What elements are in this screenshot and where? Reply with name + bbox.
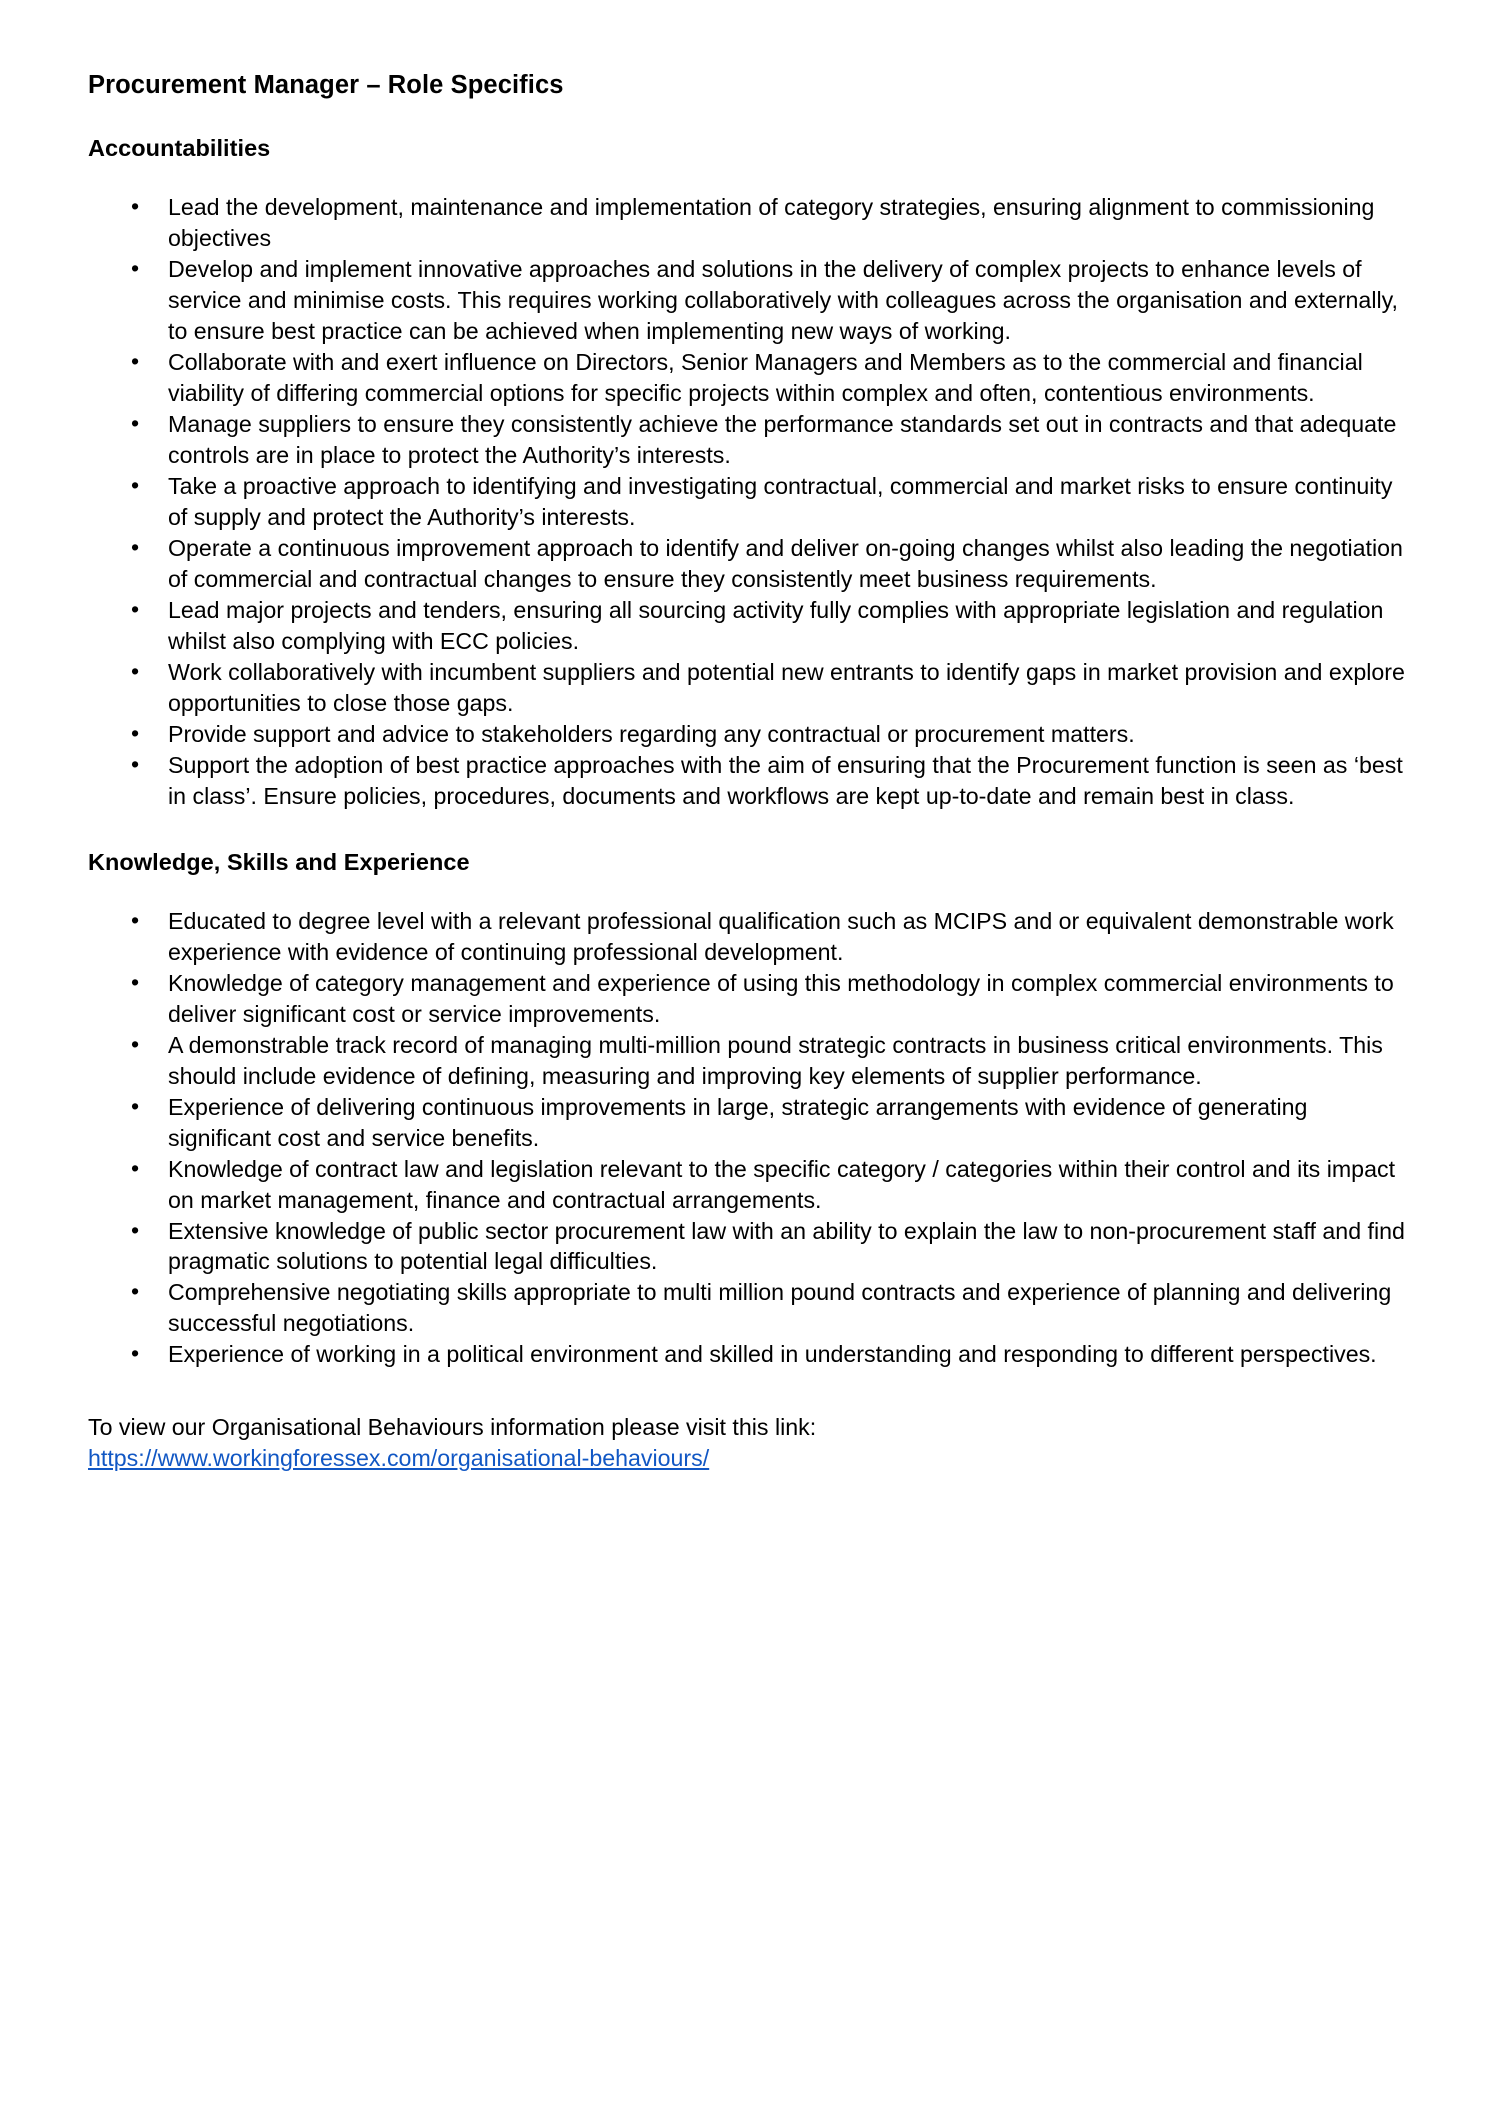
list-item: • Extensive knowledge of public sector procurement law with an ability to explain the law to non-procurement staff and find pragmatic solutions to potential legal difficulties. <box>88 1216 1410 1278</box>
list-item: • Lead major projects and tenders, ensuring all sourcing activity fully complies with appropriate legislation and regulation whilst also complying with ECC policies. <box>88 595 1410 657</box>
list-item: • Work collaboratively with incumbent suppliers and potential new entrants to identify gaps in market provision and explore opportunities to close those gaps. <box>88 657 1410 719</box>
list-item: • Experience of delivering continuous improvements in large, strategic arrangements with evidence of generating significant cost and service benefits. <box>88 1092 1410 1154</box>
spacer <box>88 100 1410 134</box>
list-item: • Operate a continuous improvement approach to identify and deliver on-going changes whilst also leading the negotiation of commercial and contractual changes to ensure they consistently meet business requirements. <box>88 533 1410 595</box>
section-heading-accountabilities: Accountabilities <box>88 135 271 162</box>
list-item: • A demonstrable track record of managing multi-million pound strategic contracts in business critical environments. This should include evidence of defining, measuring and improving key elements of supplier performance. <box>88 1030 1410 1092</box>
list-item: • Comprehensive negotiating skills appropriate to multi million pound contracts and experience of planning and delivering successful negotiations. <box>88 1277 1410 1339</box>
list-item: • Educated to degree level with a relevant professional qualification such as MCIPS and or equivalent demonstrable work experience with evidence of continuing professional development. <box>88 906 1410 968</box>
section-heading-knowledge-skills-experience: Knowledge, Skills and Experience <box>88 848 470 875</box>
list-item: • Knowledge of contract law and legislation relevant to the specific category / categories within their control and its impact on market management, finance and contractual arrangements. <box>88 1154 1410 1216</box>
list-item: • Collaborate with and exert influence on Directors, Senior Managers and Members as to the commercial and financial viability of differing commercial options for specific projects within complex and often, contentious environments. <box>88 347 1410 409</box>
list-item: • Develop and implement innovative approaches and solutions in the delivery of complex projects to enhance levels of service and minimise costs. This requires working collaboratively with colleagues across the organisation and externally, to ensure best practice can be achieved when implementing new ways of working. <box>88 254 1410 347</box>
knowledge-skills-experience-list <box>88 906 1410 1371</box>
list-item: • Provide support and advice to stakeholders regarding any contractual or procurement matters. <box>88 719 1410 750</box>
spacer <box>88 162 1410 192</box>
spacer <box>88 876 1410 906</box>
footer-intro-text: To view our Organisational Behaviours information please visit this link: <box>88 1414 817 1441</box>
list-item: • Support the adoption of best practice approaches with the aim of ensuring that the Procurement function is seen as ‘best in class’. Ensure policies, procedures, documents and workflows are kept up-to-date and remain best in class. <box>88 750 1410 812</box>
page-title: Procurement Manager – Role Specifics <box>88 71 564 99</box>
list-item: • Knowledge of category management and experience of using this methodology in complex commercial environments to deliver significant cost or service improvements. <box>88 968 1410 1030</box>
spacer <box>88 812 1410 848</box>
organisational-behaviours-link[interactable]: https://www.workingforessex.com/organisational-behaviours/ <box>88 1445 710 1472</box>
accountabilities-list <box>88 192 1410 811</box>
list-item: • Manage suppliers to ensure they consistently achieve the performance standards set out in contracts and that adequate controls are in place to protect the Authority’s interests. <box>88 409 1410 471</box>
list-item: • Lead the development, maintenance and implementation of category strategies, ensuring alignment to commissioning objectives <box>88 192 1410 254</box>
spacer <box>88 1370 1410 1412</box>
list-item: • Take a proactive approach to identifying and investigating contractual, commercial and market risks to ensure continuity of supply and protect the Authority’s interests. <box>88 471 1410 533</box>
list-item: • Experience of working in a political environment and skilled in understanding and responding to different perspectives. <box>88 1339 1410 1370</box>
